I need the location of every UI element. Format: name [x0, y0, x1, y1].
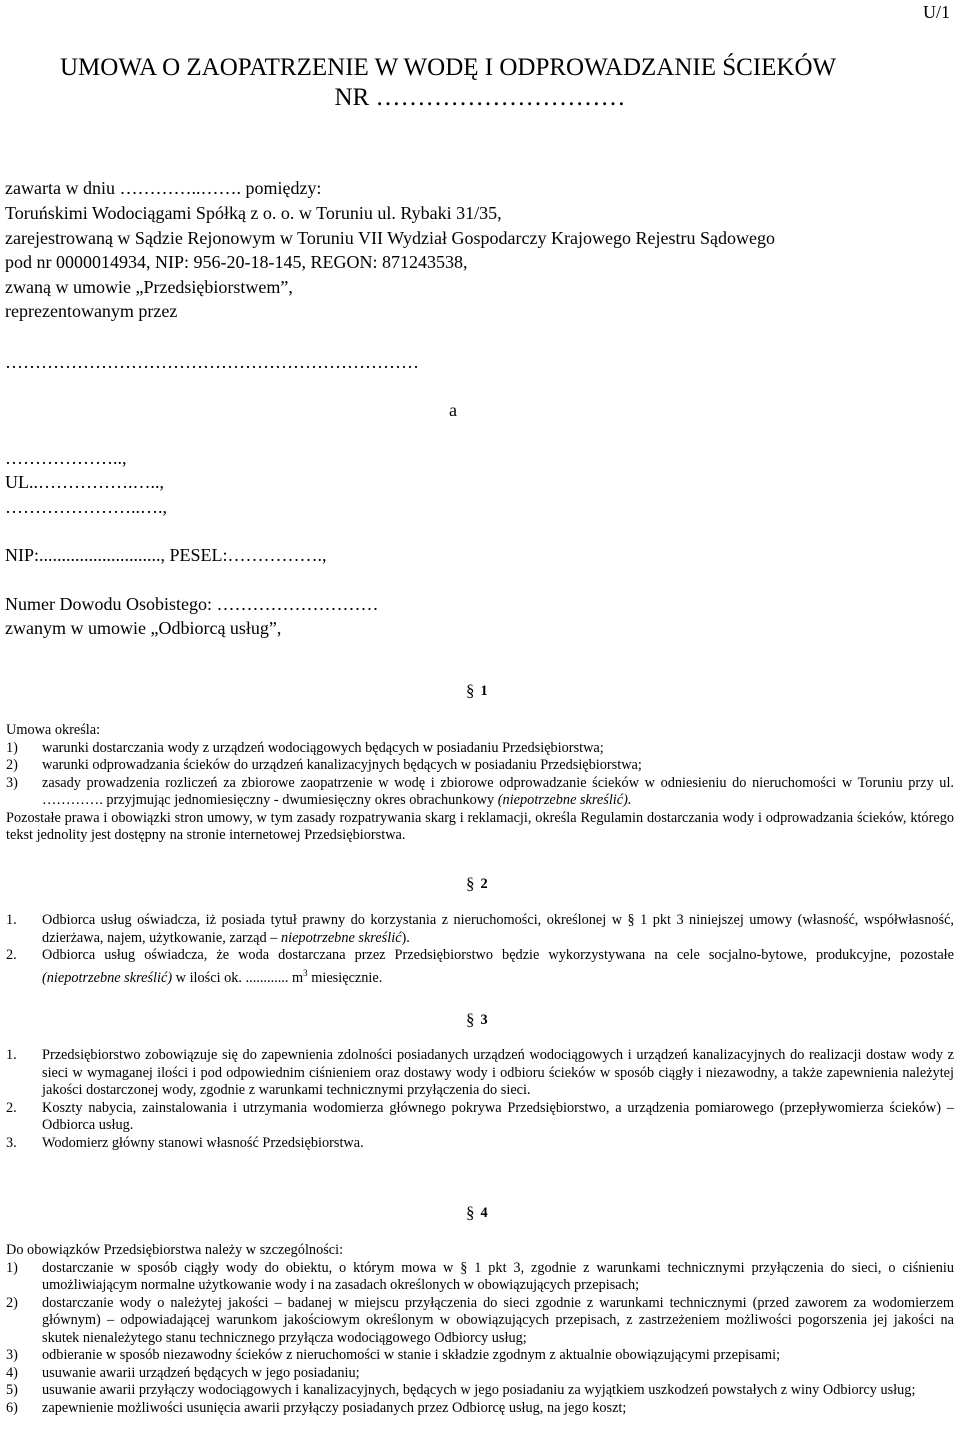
- section-3-heading: [466, 1010, 488, 1030]
- section-1-body: [6, 722, 954, 845]
- list-item: 1. Przedsiębiorstwo zobowiązuje się do zapewnienia zdolności posiadanych urządzeń wodociągowych i urządzeń kanalizacyjnych do realizacji dostaw wody z sieci w wymaganej ilości i pod odpowiednim ciśnieniem oraz dostawy wody i odbioru ścieków w sposób ciągły i niezawodny, a także zapewnienia należytej jakości dostarczonej wody, zgodnie z warunkami technicznymi przyłączenia do sieci.: [6, 1047, 954, 1098]
- section-3-body: [6, 1047, 954, 1152]
- header-company-line: Toruńskimi Wodociągami Spółką z o. o. w Toruniu ul. Rybaki 31/35,: [5, 203, 502, 223]
- section-1-closing: Pozostałe prawa i obowiązki stron umowy, w tym zasady rozpatrywania skarg i reklamacji, określa Regulamin dostarczania wody i odprowadzania ścieków, którego tekst jednolity jest dostępny na stronie internetowej Przedsiębiorstwa.: [6, 809, 954, 843]
- list-item: 1. Odbiorca usług oświadcza, iż posiada tytuł prawny do korzystania z nieruchomości, określonej w § 1 pkt 3 niniejszej umowy (własność, współwłasność, dzierżawa, najem, użytkowanie, zarząd – niepotrzebne skreślić).: [6, 912, 954, 946]
- list-item: 4) usuwanie awarii urządzeń będących w jego posiadaniu;: [6, 1364, 360, 1381]
- section-1-intro: Umowa określa:: [6, 722, 101, 738]
- list-item: 2) warunki odprowadzania ścieków do urządzeń kanalizacyjnych będących w posiadaniu Przedsiębiorstwa;: [6, 757, 642, 773]
- header-recipient-line: zwanym w umowie „Odbiorcą usług”,: [5, 618, 282, 638]
- section-4-number: 4: [480, 1205, 488, 1221]
- list-item: 3) zasady prowadzenia rozliczeń za zbiorowe zaopatrzenie w wodę i zbiorowe odprowadzanie ścieków w odniesieniu do nieruchomości w Toruniu przy ul. …………. przyjmując jednomiesięczny - dwumiesięczny okres obrachunkowy (niepotrzebne skreślić).: [6, 774, 954, 808]
- section-3-number: 3: [480, 1012, 488, 1028]
- list-item: 3. Wodomierz główny stanowi własność Przedsiębiorstwa.: [6, 1134, 364, 1151]
- list-item: 2. Koszty nabycia, zainstalowania i utrzymania wodomierza głównego pokrywa Przedsiębiorstwo, a urządzenia pomiarowego (przepływomierza ścieków) – Odbiorca usług.: [6, 1099, 954, 1133]
- header-representative-blank: ……………………………………………………………: [5, 352, 419, 372]
- list-item: 1) warunki dostarczania wody z urządzeń wodociągowych będących w posiadaniu Przedsiębiorstwa;: [6, 739, 604, 756]
- list-item: 2) dostarczanie wody o należytej jakości – badanej w miejscu przyłączenia do sieci zgodnie z warunkami technicznymi (przed zaworem za wodomierzem głównym) – odpowiadającej warunkom jakościowym określonym w obowiązujących przepisach, z zastrzeżeniem możliwości pogorszenia jej jakości na skutek nienależytego stanu technicznego przyłącza wodociągowego Odbiorcy usług;: [6, 1294, 954, 1346]
- contract-title-line2: NR …………………………: [334, 84, 626, 111]
- header-named-line: zwaną w umowie „Przedsiębiorstwem”,: [5, 277, 293, 297]
- header-date-line: zawarta w dniu …………..……. pomiędzy:: [5, 178, 322, 198]
- header-street-blank: UL..…………….…..,: [5, 472, 164, 492]
- list-item: 5) usuwanie awarii przyłączy wodociągowych i kanalizacyjnych, będących w jego posiadaniu za wyjątkiem uszkodzeń powstałych z winy Odbiorcy usług;: [6, 1382, 916, 1398]
- header-court-line: zarejestrowaną w Sądzie Rejonowym w Toruniu VII Wydział Gospodarczy Krajowego Rejestru Sądowego: [5, 228, 775, 248]
- header-name-blank: ………………..,: [5, 448, 127, 468]
- section-sign: §: [466, 1203, 475, 1222]
- header-city-blank: …………………..….,: [5, 497, 167, 517]
- section-1-number: 1: [480, 683, 488, 699]
- header-nip-pesel-line: NIP:..........................., PESEL:…………….,: [5, 545, 327, 565]
- section-4-intro: Do obowiązków Przedsiębiorstwa należy w szczególności:: [6, 1242, 344, 1258]
- list-item: 3) odbieranie w sposób niezawodny ścieków z nieruchomości w stanie i składzie zgodnym z aktualnie obowiązującymi przepisami;: [6, 1347, 781, 1363]
- section-2-number: 2: [480, 876, 488, 892]
- section-4-body: [6, 1242, 954, 1417]
- section-4-heading: [466, 1203, 488, 1223]
- header-conjunction: a: [449, 400, 457, 420]
- section-2-body: [6, 912, 954, 987]
- list-item: 6) zapewnienie możliwości usunięcia awarii przyłączy posiadanych przez Odbiorcę usług, na jego koszt;: [6, 1399, 627, 1416]
- section-sign: §: [466, 1010, 475, 1029]
- section-sign: §: [466, 681, 475, 700]
- section-2-heading: [466, 874, 488, 894]
- section-sign: §: [466, 874, 475, 893]
- page-number: U/1: [923, 2, 950, 22]
- list-item: 2. Odbiorca usług oświadcza, że woda dostarczana przez Przedsiębiorstwo będzie wykorzystywana na cele socjalno-bytowe, produkcyjne, pozostałe (niepotrzebne skreślić) w ilości ok. ............ $m^3$ miesięcznie.: [6, 947, 954, 986]
- section-1-heading: [466, 681, 488, 701]
- list-item: 1) dostarczanie w sposób ciągły wody do obiektu, o którym mowa w § 1 pkt 3, zgodnie z warunkami technicznymi przyłączenia do sieci, o ciśnieniu umożliwiającym normalne użytkowanie wody i na zasadach określonych w obowiązujących przepisach;: [6, 1259, 954, 1293]
- header-represented-line: reprezentowanym przez: [5, 301, 178, 321]
- header-id-card-line: Numer Dowodu Osobistego: ………………………: [5, 594, 379, 614]
- header-registry-line: pod nr 0000014934, NIP: 956-20-18-145, REGON: 871243538,: [5, 252, 468, 272]
- contract-title-line1: UMOWA O ZAOPATRZENIE W WODĘ I ODPROWADZANIE ŚCIEKÓW: [60, 54, 837, 81]
